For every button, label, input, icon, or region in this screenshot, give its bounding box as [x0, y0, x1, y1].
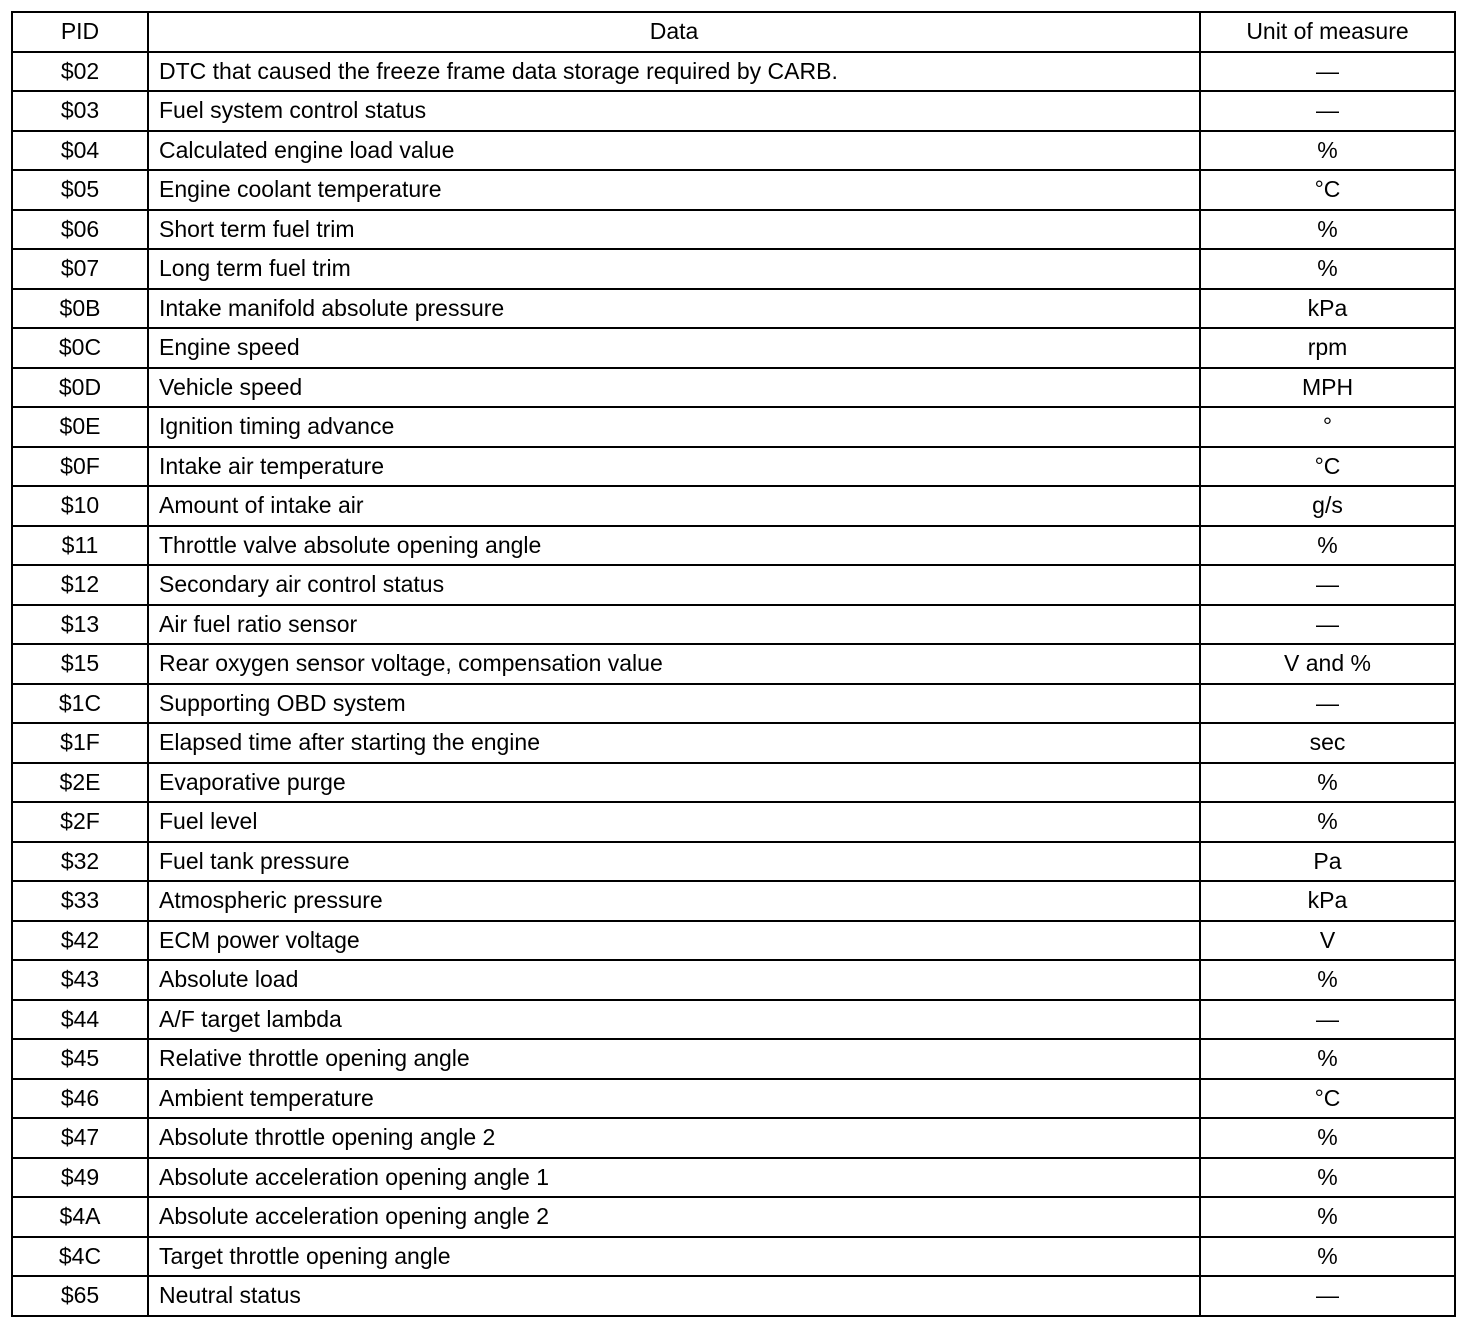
table-row [12, 131, 1455, 171]
data-cell: Relative throttle opening angle [148, 1039, 1200, 1079]
data-cell: Ambient temperature [148, 1079, 1200, 1119]
table-row [12, 407, 1455, 447]
table-row [12, 1197, 1455, 1237]
unit-cell: V and % [1200, 644, 1455, 684]
pid-cell: $65 [12, 1276, 148, 1316]
pid-cell: $4A [12, 1197, 148, 1237]
unit-cell: % [1200, 763, 1455, 803]
table-row [12, 328, 1455, 368]
unit-cell: — [1200, 565, 1455, 605]
data-cell: Absolute load [148, 960, 1200, 1000]
table-row [12, 684, 1455, 724]
unit-cell: — [1200, 605, 1455, 645]
unit-cell: % [1200, 1237, 1455, 1277]
pid-cell: $4C [12, 1237, 148, 1277]
pid-cell: $0C [12, 328, 148, 368]
pid-cell: $49 [12, 1158, 148, 1198]
unit-cell: — [1200, 684, 1455, 724]
data-cell: Elapsed time after starting the engine [148, 723, 1200, 763]
pid-cell: $10 [12, 486, 148, 526]
table-row [12, 565, 1455, 605]
table-row [12, 1000, 1455, 1040]
unit-cell: — [1200, 1000, 1455, 1040]
unit-cell: % [1200, 1158, 1455, 1198]
table-row [12, 921, 1455, 961]
data-cell: Fuel level [148, 802, 1200, 842]
pid-data-table [11, 11, 1456, 1317]
table-row [12, 881, 1455, 921]
pid-cell: $32 [12, 842, 148, 882]
data-cell: Neutral status [148, 1276, 1200, 1316]
pid-cell: $07 [12, 249, 148, 289]
table-row [12, 1158, 1455, 1198]
data-cell: Evaporative purge [148, 763, 1200, 803]
unit-cell: rpm [1200, 328, 1455, 368]
table-row [12, 526, 1455, 566]
data-cell: Calculated engine load value [148, 131, 1200, 171]
pid-cell: $05 [12, 170, 148, 210]
unit-cell: kPa [1200, 289, 1455, 329]
pid-cell: $2F [12, 802, 148, 842]
table-row [12, 605, 1455, 645]
data-cell: Rear oxygen sensor voltage, compensation value [148, 644, 1200, 684]
unit-cell: % [1200, 802, 1455, 842]
unit-cell: ° [1200, 407, 1455, 447]
table-row [12, 960, 1455, 1000]
pid-cell: $11 [12, 526, 148, 566]
data-cell: Fuel tank pressure [148, 842, 1200, 882]
data-cell: Vehicle speed [148, 368, 1200, 408]
table-row [12, 91, 1455, 131]
data-cell: Absolute acceleration opening angle 2 [148, 1197, 1200, 1237]
unit-cell: % [1200, 1197, 1455, 1237]
pid-cell: $42 [12, 921, 148, 961]
pid-cell: $43 [12, 960, 148, 1000]
pid-cell: $45 [12, 1039, 148, 1079]
pid-cell: $15 [12, 644, 148, 684]
table-row [12, 249, 1455, 289]
data-cell: Atmospheric pressure [148, 881, 1200, 921]
header-unit: Unit of measure [1200, 12, 1455, 52]
table-header-row [12, 12, 1455, 52]
table-body [12, 52, 1455, 1316]
pid-cell: $06 [12, 210, 148, 250]
data-cell: Amount of intake air [148, 486, 1200, 526]
unit-cell: °C [1200, 170, 1455, 210]
data-cell: Long term fuel trim [148, 249, 1200, 289]
table-row [12, 644, 1455, 684]
data-cell: Absolute acceleration opening angle 1 [148, 1158, 1200, 1198]
table-row [12, 368, 1455, 408]
pid-cell: $13 [12, 605, 148, 645]
data-cell: Intake air temperature [148, 447, 1200, 487]
table-row [12, 802, 1455, 842]
unit-cell: — [1200, 91, 1455, 131]
data-cell: ECM power voltage [148, 921, 1200, 961]
table-row [12, 842, 1455, 882]
data-cell: Throttle valve absolute opening angle [148, 526, 1200, 566]
unit-cell: kPa [1200, 881, 1455, 921]
data-cell: Engine speed [148, 328, 1200, 368]
unit-cell: % [1200, 526, 1455, 566]
data-cell: Engine coolant temperature [148, 170, 1200, 210]
table-row [12, 1079, 1455, 1119]
pid-cell: $12 [12, 565, 148, 605]
data-cell: Air fuel ratio sensor [148, 605, 1200, 645]
table-row [12, 723, 1455, 763]
table-row [12, 1118, 1455, 1158]
unit-cell: % [1200, 249, 1455, 289]
header-pid: PID [12, 12, 148, 52]
unit-cell: °C [1200, 1079, 1455, 1119]
data-cell: Supporting OBD system [148, 684, 1200, 724]
unit-cell: sec [1200, 723, 1455, 763]
data-cell: Fuel system control status [148, 91, 1200, 131]
pid-cell: $2E [12, 763, 148, 803]
table-row [12, 1039, 1455, 1079]
table-row [12, 210, 1455, 250]
header-data: Data [148, 12, 1200, 52]
pid-cell: $04 [12, 131, 148, 171]
data-cell: A/F target lambda [148, 1000, 1200, 1040]
data-cell: Absolute throttle opening angle 2 [148, 1118, 1200, 1158]
data-cell: Intake manifold absolute pressure [148, 289, 1200, 329]
unit-cell: MPH [1200, 368, 1455, 408]
pid-cell: $0D [12, 368, 148, 408]
unit-cell: — [1200, 52, 1455, 92]
pid-cell: $0F [12, 447, 148, 487]
pid-cell: $46 [12, 1079, 148, 1119]
unit-cell: % [1200, 210, 1455, 250]
table-row [12, 52, 1455, 92]
unit-cell: V [1200, 921, 1455, 961]
table-row [12, 763, 1455, 803]
data-cell: Short term fuel trim [148, 210, 1200, 250]
data-cell: DTC that caused the freeze frame data storage required by CARB. [148, 52, 1200, 92]
unit-cell: % [1200, 131, 1455, 171]
data-cell: Target throttle opening angle [148, 1237, 1200, 1277]
table-row [12, 1237, 1455, 1277]
unit-cell: % [1200, 1118, 1455, 1158]
pid-cell: $03 [12, 91, 148, 131]
unit-cell: Pa [1200, 842, 1455, 882]
table-row [12, 289, 1455, 329]
pid-cell: $47 [12, 1118, 148, 1158]
unit-cell: g/s [1200, 486, 1455, 526]
pid-cell: $02 [12, 52, 148, 92]
pid-cell: $44 [12, 1000, 148, 1040]
table-row [12, 447, 1455, 487]
table-row [12, 170, 1455, 210]
data-cell: Ignition timing advance [148, 407, 1200, 447]
table-row [12, 486, 1455, 526]
pid-cell: $1F [12, 723, 148, 763]
unit-cell: % [1200, 960, 1455, 1000]
pid-cell: $0B [12, 289, 148, 329]
data-cell: Secondary air control status [148, 565, 1200, 605]
pid-cell: $33 [12, 881, 148, 921]
unit-cell: — [1200, 1276, 1455, 1316]
pid-cell: $1C [12, 684, 148, 724]
pid-cell: $0E [12, 407, 148, 447]
unit-cell: °C [1200, 447, 1455, 487]
unit-cell: % [1200, 1039, 1455, 1079]
table-row [12, 1276, 1455, 1316]
